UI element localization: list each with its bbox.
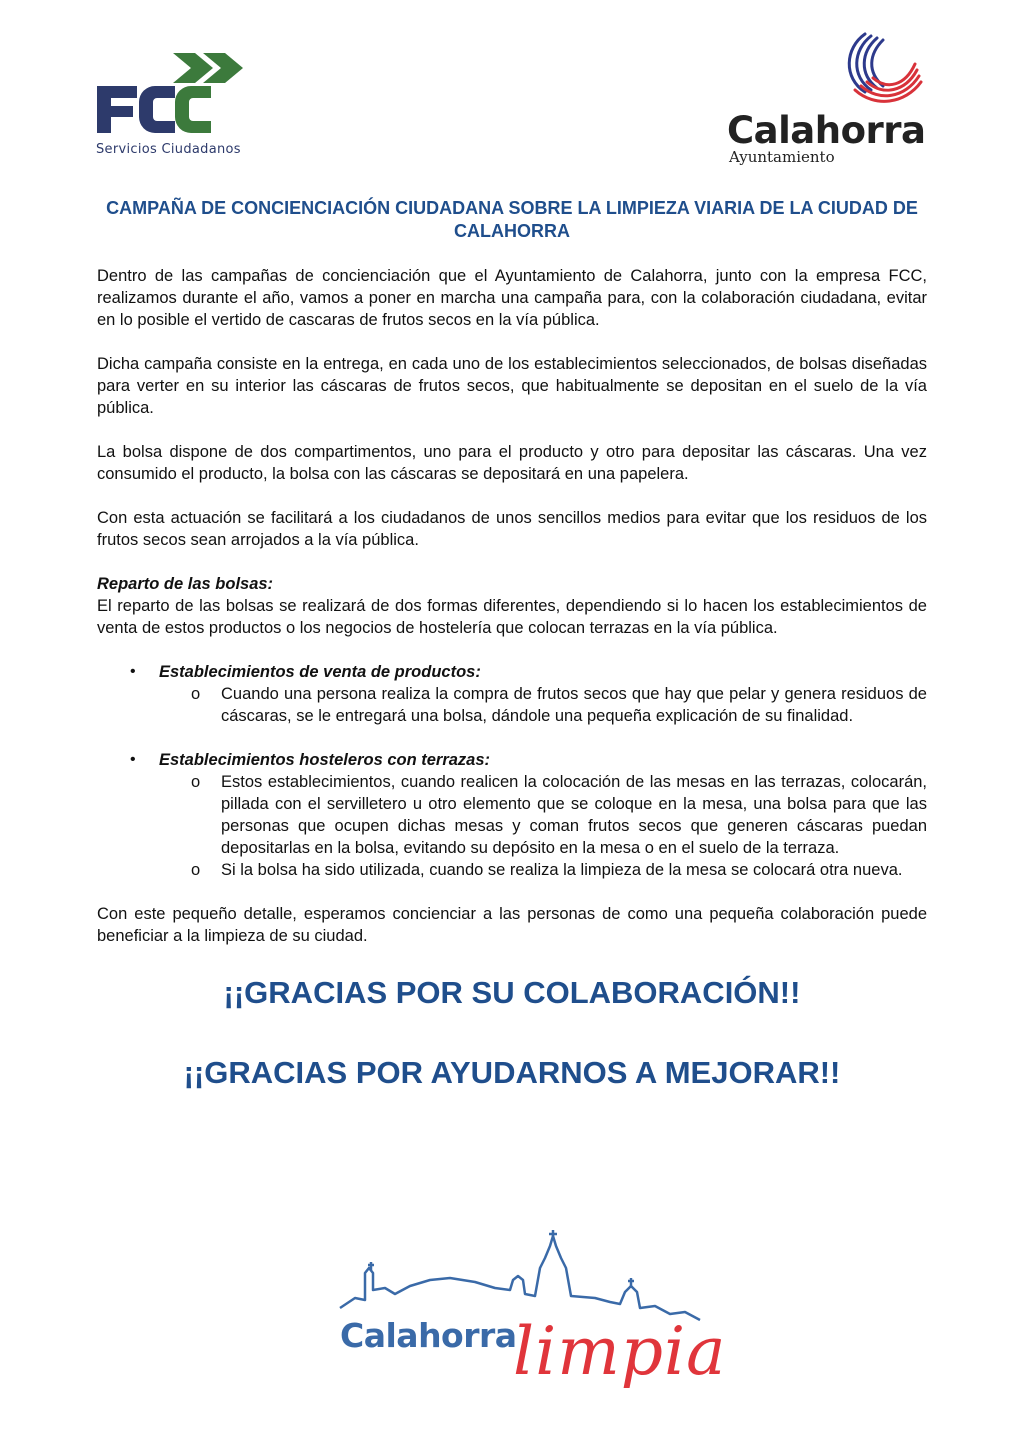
circle-bullet-icon: o <box>191 773 201 791</box>
sub-list-item <box>97 771 927 859</box>
bullet-icon: • <box>130 751 136 768</box>
sub-item-text: Estos establecimientos, cuando realicen la colocación de las mesas en las terrazas, colocarán, pillada con el servilletero u otro elemento que se coloque en la mesa, una bolsa para que las personas que ocupen dichas mesas y coman frutos secos que generen cáscaras puedan depositarlas en la bolsa, evitando su depósito en la mesa o en el suelo de la terraza. <box>221 773 927 857</box>
calahorra-limpia-logo <box>335 1228 727 1433</box>
list-item <box>97 749 927 881</box>
circle-bullet-icon: o <box>191 861 201 879</box>
sub-item-text: Si la bolsa ha sido utilizada, cuando se realiza la limpieza de la mesa se colocará otra nueva. <box>221 861 903 879</box>
reparto-heading: Reparto de las bolsas: <box>97 575 274 593</box>
fcc-subtitle: Servicios Ciudadanos <box>96 142 241 157</box>
reparto-paragraph: El reparto de las bolsas se realizará de dos formas diferentes, dependiendo si lo hacen los establecimientos de venta de estos productos o los negocios de hostelería que colocan terrazas en la vía pública. <box>97 597 927 637</box>
document-body <box>97 197 927 1091</box>
calahorra-logo-name: Calahorra <box>727 109 926 152</box>
list-item <box>97 661 927 727</box>
bullet-icon: • <box>130 663 136 680</box>
distribution-list <box>97 661 927 881</box>
closing-paragraph: Con este pequeño detalle, esperamos concienciar a las personas de como una pequeña colaboración puede beneficiar a la limpieza de su ciudad. <box>97 905 927 945</box>
calahorra-swoosh-icon <box>835 30 925 110</box>
sub-list-item <box>97 683 927 727</box>
sub-item-text: Cuando una persona realiza la compra de frutos secos que hay que pelar y genera residuos de cáscaras, se le entregará una bolsa, dándole una pequeña explicación de su finalidad. <box>221 685 927 725</box>
fcc-logo-mark <box>95 48 245 138</box>
action-paragraph: Con esta actuación se facilitará a los ciudadanos de unos sencillos medios para evitar que los residuos de los frutos secos sean arrojados a la vía pública. <box>97 509 927 549</box>
sub-list-item <box>97 859 927 881</box>
footer-logo-name: Calahorra <box>340 1316 517 1355</box>
thanks-collaboration: ¡¡GRACIAS POR SU COLABORACIÓN!! <box>223 975 801 1010</box>
intro-paragraph: Dentro de las campañas de concienciación que el Ayuntamiento de Calahorra, junto con la empresa FCC, realizamos durante el año, vamos a poner en marcha una campaña para, con la colaboración ciudadana, evitar en lo posible el vertido de cascaras de frutos secos en la vía pública. <box>97 267 927 329</box>
bullet-heading: Establecimientos de venta de productos: <box>159 663 481 681</box>
circle-bullet-icon: o <box>191 685 201 703</box>
fcc-logo <box>95 48 255 163</box>
footer-logo-limpia: limpia <box>513 1313 727 1390</box>
calahorra-ayuntamiento-logo <box>725 30 930 170</box>
document-title: CAMPAÑA DE CONCIENCIACIÓN CIUDADANA SOBRE LA LIMPIEZA VIARIA DE LA CIUDAD DE CALAHORRA <box>106 198 918 241</box>
campaign-paragraph: Dicha campaña consiste en la entrega, en cada uno de los establecimientos seleccionados, de bolsas diseñadas para verter en su interior las cáscaras de frutos secos, que habitualmente se depositan en el suelo de la vía pública. <box>97 355 927 417</box>
bag-paragraph: La bolsa dispone de dos compartimentos, uno para el producto y otro para depositar las cáscaras. Una vez consumido el producto, la bolsa con las cáscaras se depositará en una papelera. <box>97 443 927 483</box>
bullet-heading: Establecimientos hosteleros con terrazas: <box>159 751 491 769</box>
thanks-improve: ¡¡GRACIAS POR AYUDARNOS A MEJORAR!! <box>183 1055 841 1090</box>
ayuntamiento-label: Ayuntamiento <box>729 148 835 166</box>
